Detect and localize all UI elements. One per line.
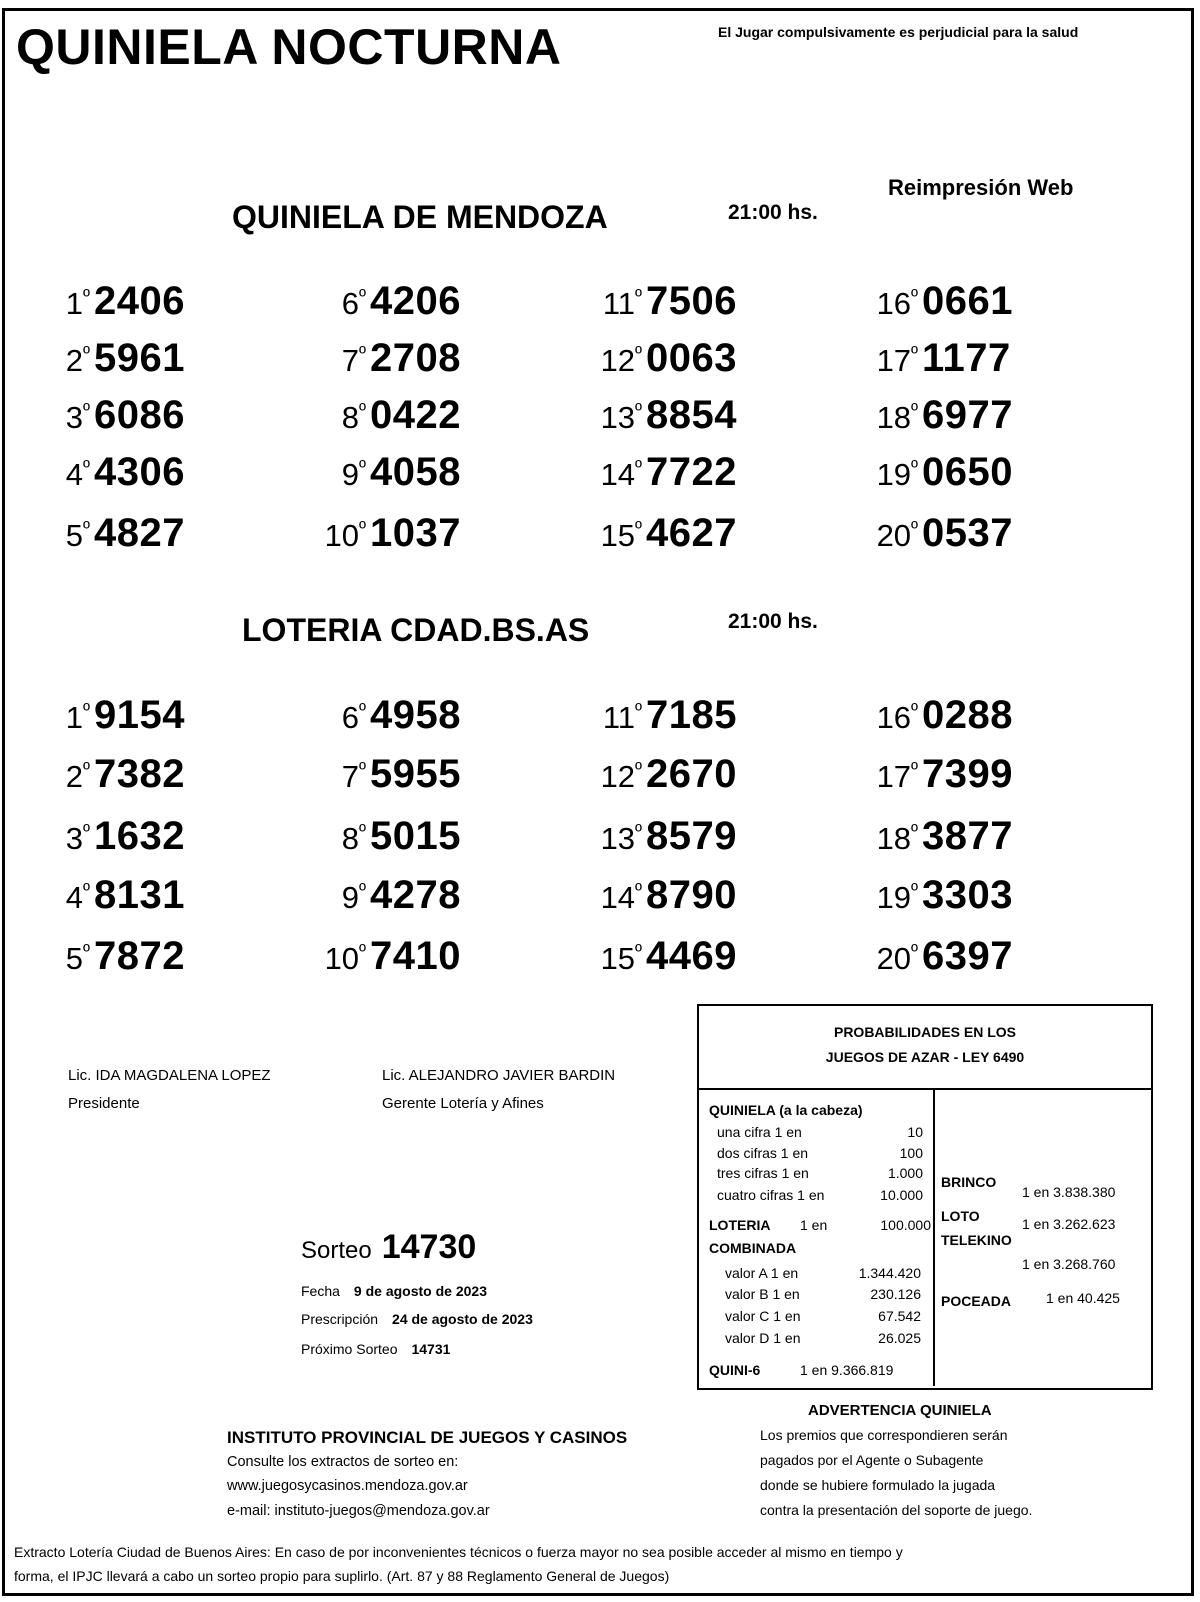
quini6-prob-value: 1 en 9.366.819 [800, 1362, 894, 1378]
advertencia-line: pagados por el Agente o Subagente [760, 1452, 984, 1468]
quiniela-prob-value: 10 [907, 1124, 923, 1140]
result-number: 4827 [94, 511, 185, 555]
result-number: 4206 [370, 279, 461, 323]
result-number: 5015 [370, 814, 461, 858]
loteria-prob-label: LOTERIA [709, 1217, 771, 1233]
result-number: 4469 [646, 934, 737, 978]
result-item [600, 693, 737, 738]
result-number: 7399 [922, 752, 1013, 796]
result-position: $9^º$ [341, 457, 366, 492]
result-number: 8854 [646, 393, 737, 437]
result-number: 1632 [94, 814, 185, 858]
result-item [600, 511, 737, 556]
health-warning: El Jugar compulsivamente es perjudicial para la salud [718, 24, 1079, 40]
loteria-prob-en: 1 en [800, 1217, 828, 1233]
result-number: 8131 [94, 873, 185, 917]
institute-website-link[interactable]: www.juegosycasinos.mendoza.gov.ar [227, 1478, 468, 1494]
result-item [48, 752, 185, 797]
result-item [48, 693, 185, 738]
combinada-prob-label: valor B 1 en [725, 1286, 800, 1302]
result-position: $20^º$ [876, 941, 918, 976]
result-item [324, 279, 461, 324]
proximo-line [301, 1341, 450, 1357]
quiniela-prob-label: cuatro cifras 1 en [717, 1187, 825, 1203]
advertencia-line: donde se hubiere formulado la jugada [760, 1477, 996, 1493]
institute-consult: Consulte los extractos de sorteo en: [227, 1454, 459, 1470]
result-item [600, 873, 737, 918]
combinada-prob-label: valor D 1 en [725, 1330, 801, 1346]
result-item [600, 450, 737, 495]
probabilities-box [697, 1004, 1153, 1390]
result-number: 2670 [646, 752, 737, 796]
brinco-prob-value: 1 en 3.838.380 [1022, 1184, 1116, 1200]
result-position: $10^º$ [324, 941, 366, 976]
result-item [876, 511, 1013, 556]
result-number: 2708 [370, 336, 461, 380]
result-position: $6^º$ [341, 700, 366, 735]
poceada-prob-label: POCEADA [941, 1293, 1012, 1309]
signature-name: Lic. IDA MAGDALENA LOPEZ [68, 1067, 271, 1084]
loto-prob-value: 1 en 3.262.623 [1022, 1216, 1116, 1232]
result-item [600, 279, 737, 324]
result-number: 6977 [922, 393, 1013, 437]
result-position: $14^º$ [600, 880, 642, 915]
result-position: $4^º$ [65, 880, 90, 915]
result-position: $3^º$ [65, 821, 90, 856]
institute-email-line [227, 1503, 490, 1519]
probabilities-left-column [699, 1090, 935, 1386]
result-item [324, 393, 461, 438]
result-item [324, 511, 461, 556]
footer-note-line1: Extracto Lotería Ciudad de Buenos Aires: En caso de por inconvenientes técnicos o fuerza mayor no sea posible acceder al mismo en tiempo y [14, 1544, 903, 1560]
result-number: 5955 [370, 752, 461, 796]
result-item [48, 279, 185, 324]
combinada-prob-title: COMBINADA [709, 1240, 797, 1256]
result-item [324, 814, 461, 859]
result-item [600, 814, 737, 859]
signature-manager [382, 1062, 615, 1118]
combinada-prob-value: 230.126 [870, 1286, 921, 1302]
probabilities-header-line2: JUEGOS DE AZAR - LEY 6490 [825, 1049, 1025, 1065]
result-position: $11^º$ [602, 700, 642, 735]
result-item [876, 336, 1011, 381]
result-number: 1177 [922, 336, 1011, 380]
institute-title: INSTITUTO PROVINCIAL DE JUEGOS Y CASINOS [227, 1428, 628, 1447]
result-item [324, 752, 461, 797]
result-position: $2^º$ [65, 759, 90, 794]
result-position: $3^º$ [65, 400, 90, 435]
signature-role: Gerente Lotería y Afines [382, 1095, 544, 1112]
signature-name: Lic. ALEJANDRO JAVIER BARDIN [382, 1067, 616, 1084]
result-position: $5^º$ [65, 518, 90, 553]
result-position: $17^º$ [876, 343, 918, 378]
quiniela-prob-value: 100 [899, 1145, 923, 1161]
section-time-mendoza: 21:00 hs. [728, 201, 818, 224]
result-position: $17^º$ [876, 759, 918, 794]
result-number: 6397 [922, 934, 1013, 978]
result-number: 7722 [646, 450, 737, 494]
combinada-prob-value: 26.025 [878, 1330, 921, 1346]
result-number: 0650 [922, 450, 1013, 494]
result-position: $1^º$ [65, 286, 90, 321]
signature-role: Presidente [68, 1095, 140, 1112]
result-item [600, 934, 737, 979]
poceada-prob-value: 1 en 40.425 [1046, 1290, 1120, 1306]
result-item [48, 511, 185, 556]
result-item [600, 393, 737, 438]
result-position: $12^º$ [600, 759, 642, 794]
result-position: $1^º$ [65, 700, 90, 735]
brinco-prob-label: BRINCO [941, 1174, 997, 1190]
result-item [876, 752, 1013, 797]
result-position: $8^º$ [341, 400, 366, 435]
result-item [48, 336, 185, 381]
result-number: 0422 [370, 393, 461, 437]
section-title-mendoza: QUINIELA DE MENDOZA [232, 199, 608, 235]
combinada-prob-label: valor C 1 en [725, 1308, 801, 1324]
result-number: 7410 [370, 934, 461, 978]
result-item [876, 814, 1013, 859]
result-item [876, 693, 1013, 738]
result-position: $15^º$ [600, 518, 642, 553]
result-position: $18^º$ [876, 400, 918, 435]
result-position: $18^º$ [876, 821, 918, 856]
sorteo-line [301, 1228, 476, 1267]
result-item [876, 393, 1013, 438]
proximo-label: Próximo Sorteo [301, 1341, 398, 1357]
reprint-label: Reimpresión Web [888, 175, 1074, 200]
result-number: 5961 [94, 336, 185, 380]
quiniela-prob-label: una cifra 1 en [717, 1124, 802, 1140]
signature-president [68, 1062, 271, 1118]
institute-email-label: e-mail: [227, 1503, 271, 1519]
result-position: $2^º$ [65, 343, 90, 378]
result-item [600, 336, 737, 381]
advertencia-line: Los premios que correspondieren serán [760, 1427, 1008, 1443]
result-item [48, 393, 185, 438]
quiniela-prob-value: 10.000 [880, 1187, 923, 1203]
loteria-prob-value: 100.000 [880, 1217, 931, 1233]
result-number: 0063 [646, 336, 737, 380]
result-number: 0537 [922, 511, 1013, 555]
prescripcion-line [301, 1311, 533, 1327]
prescripcion-label: Prescripción [301, 1311, 379, 1327]
result-number: 4958 [370, 693, 461, 737]
result-position: $7^º$ [341, 343, 366, 378]
result-number: 8790 [646, 873, 737, 917]
result-number: 0661 [922, 279, 1013, 323]
result-item [876, 450, 1013, 495]
result-position: $12^º$ [600, 343, 642, 378]
result-number: 3303 [922, 873, 1013, 917]
result-position: $10^º$ [324, 518, 366, 553]
result-item [48, 450, 185, 495]
institute-email-link[interactable]: instituto-juegos@mendoza.gov.ar [274, 1503, 490, 1519]
sorteo-label: Sorteo [301, 1237, 372, 1264]
quiniela-prob-label: dos cifras 1 en [717, 1145, 809, 1161]
telekino-prob-label: TELEKINO [941, 1232, 1012, 1248]
combinada-prob-value: 67.542 [878, 1308, 921, 1324]
page-title: QUINIELA NOCTURNA [16, 19, 562, 75]
result-number: 9154 [94, 693, 185, 737]
result-position: $13^º$ [600, 400, 642, 435]
result-position: $5^º$ [65, 941, 90, 976]
section-title-loteria: LOTERIA CDAD.BS.AS [242, 612, 590, 648]
result-number: 7185 [646, 693, 737, 737]
result-position: $7^º$ [341, 759, 366, 794]
quiniela-prob-value: 1.000 [887, 1165, 923, 1181]
result-number: 8579 [646, 814, 737, 858]
result-item [324, 873, 461, 918]
quiniela-prob-title: QUINIELA (a la cabeza) [709, 1102, 863, 1118]
result-number: 1037 [370, 511, 461, 555]
result-position: $6^º$ [341, 286, 366, 321]
result-number: 0288 [922, 693, 1013, 737]
prescripcion-value: 24 de agosto de 2023 [392, 1311, 533, 1327]
result-position: $14^º$ [600, 457, 642, 492]
result-position: $19^º$ [876, 880, 918, 915]
result-position: $4^º$ [65, 457, 90, 492]
result-position: $20^º$ [876, 518, 918, 553]
result-item [876, 873, 1013, 918]
result-item [48, 934, 185, 979]
fecha-line [301, 1283, 487, 1299]
result-number: 4306 [94, 450, 185, 494]
result-number: 3877 [922, 814, 1013, 858]
result-position: $16^º$ [876, 700, 918, 735]
telekino-prob-value: 1 en 3.268.760 [1022, 1256, 1116, 1272]
result-item [876, 279, 1013, 324]
combinada-prob-label: valor A 1 en [725, 1265, 799, 1281]
result-number: 7506 [646, 279, 737, 323]
result-item [48, 873, 185, 918]
result-number: 7872 [94, 934, 185, 978]
quiniela-prob-label: tres cifras 1 en [717, 1165, 809, 1181]
advertencia-title: ADVERTENCIA QUINIELA [808, 1402, 992, 1419]
result-item [48, 814, 185, 859]
result-position: $19^º$ [876, 457, 918, 492]
result-item [324, 934, 461, 979]
footer-note-line2: forma, el IPJC llevará a cabo un sorteo propio para suplirlo. (Art. 87 y 88 Reglamento General de Juegos) [14, 1568, 670, 1584]
fecha-value: 9 de agosto de 2023 [353, 1283, 487, 1299]
result-number: 2406 [94, 279, 185, 323]
fecha-label: Fecha [301, 1283, 340, 1299]
result-position: $9^º$ [341, 880, 366, 915]
result-position: $13^º$ [600, 821, 642, 856]
combinada-prob-value: 1.344.420 [858, 1265, 921, 1281]
probabilities-header-line1: PROBABILIDADES EN LOS [833, 1024, 1016, 1040]
result-position: $11^º$ [602, 286, 642, 321]
result-item [600, 752, 737, 797]
result-number: 4058 [370, 450, 461, 494]
result-item [324, 450, 461, 495]
advertencia-line: contra la presentación del soporte de juego. [760, 1502, 1033, 1518]
result-position: $16^º$ [876, 286, 918, 321]
proximo-value: 14731 [411, 1341, 451, 1357]
loto-prob-label: LOTO [941, 1208, 980, 1224]
sorteo-number: 14730 [381, 1228, 477, 1266]
result-number: 7382 [94, 752, 185, 796]
result-position: $8^º$ [341, 821, 366, 856]
result-item [324, 693, 461, 738]
result-number: 4627 [646, 511, 737, 555]
result-item [876, 934, 1013, 979]
quini6-prob-label: QUINI-6 [709, 1362, 761, 1378]
result-position: $15^º$ [600, 941, 642, 976]
section-time-loteria: 21:00 hs. [728, 610, 818, 633]
probabilities-header [699, 1006, 1151, 1090]
result-number: 6086 [94, 393, 185, 437]
result-item [324, 336, 461, 381]
result-number: 4278 [370, 873, 461, 917]
